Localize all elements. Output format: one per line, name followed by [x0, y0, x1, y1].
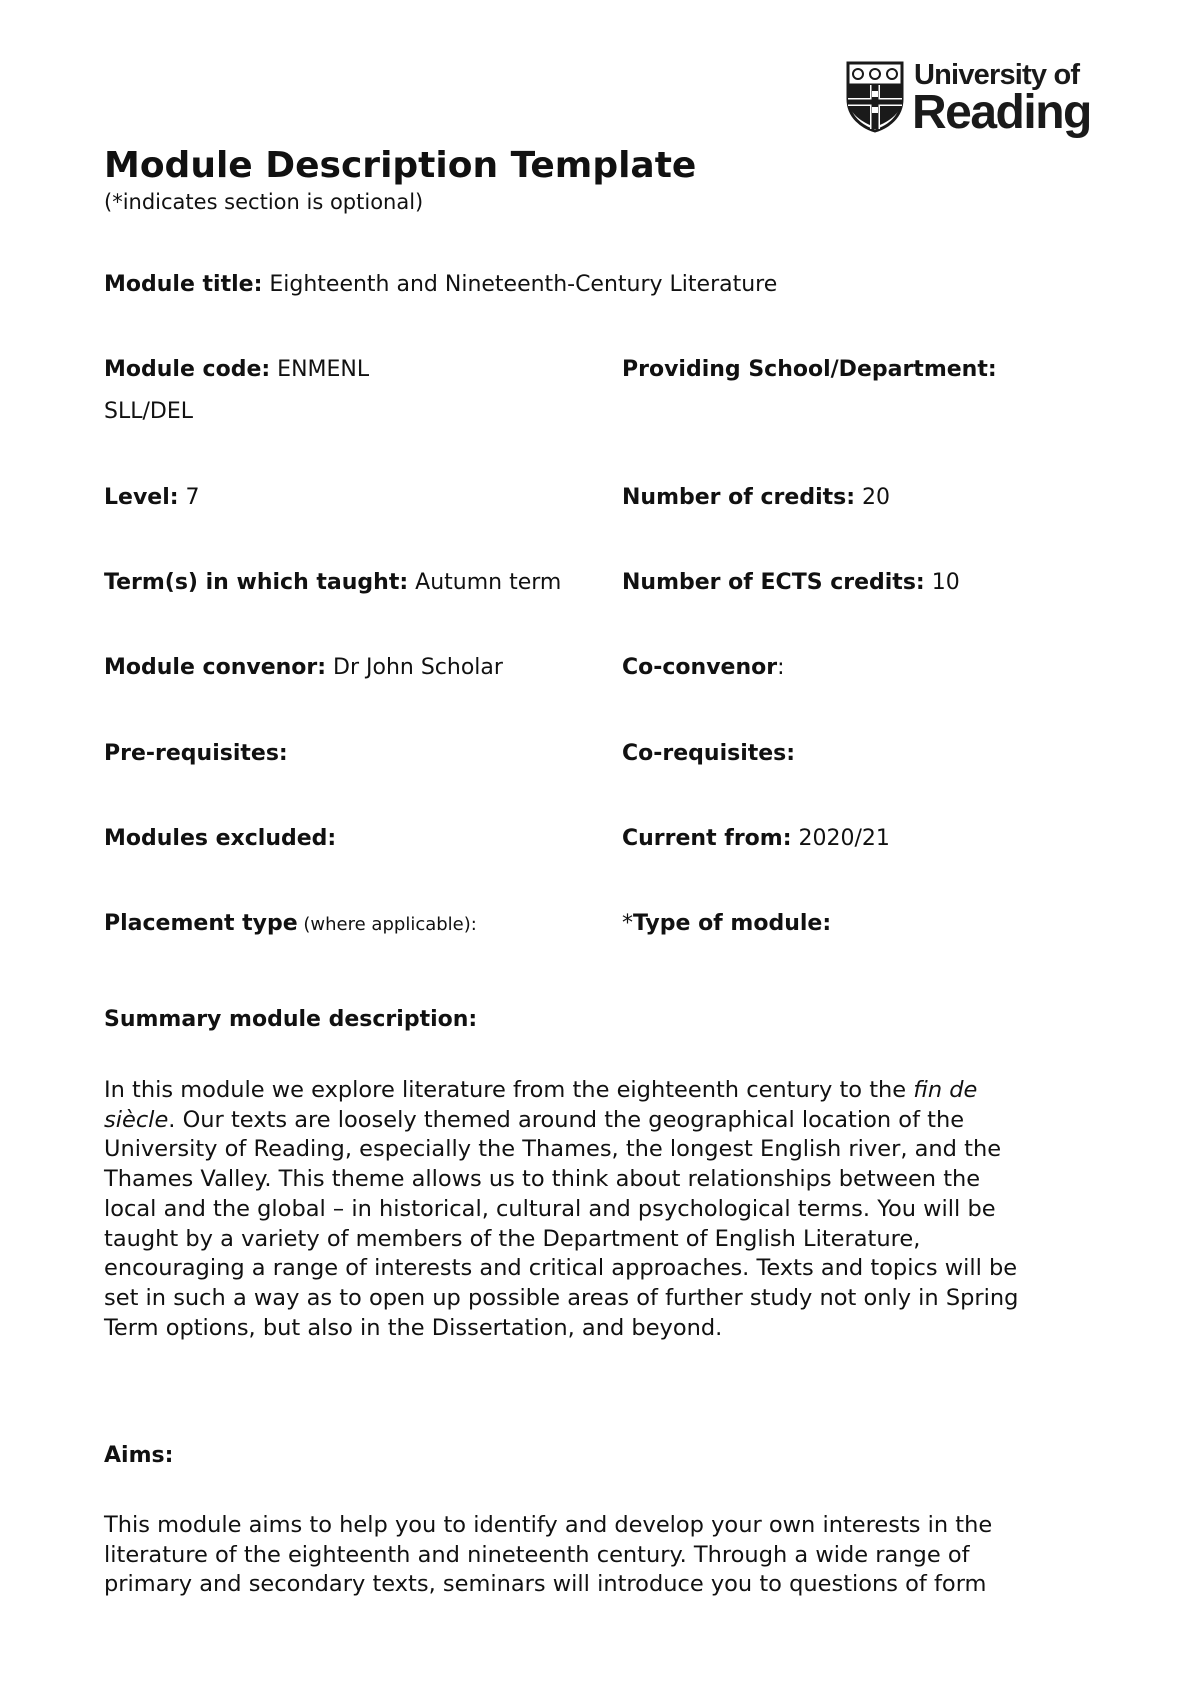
- page-subtitle: (*indicates section is optional): [104, 190, 424, 214]
- field-label: Module convenor:: [104, 655, 327, 680]
- field-providing-school: [622, 356, 997, 384]
- field-value: 2020/21: [791, 826, 890, 851]
- field-value: ENMENL: [270, 357, 370, 382]
- aims-heading: Aims:: [104, 1443, 174, 1468]
- field-note: (where applicable):: [297, 914, 477, 935]
- paragraph-line: This module aims to help you to identify and develop your own interests in the: [104, 1512, 993, 1538]
- field-module-type: [622, 910, 831, 938]
- field-label: Pre-requisites:: [104, 741, 288, 766]
- field-corequisites: [622, 740, 795, 768]
- field-label: Co-requisites:: [622, 741, 796, 766]
- field-label: Co-convenor: [622, 655, 778, 680]
- field-label: Module code:: [104, 357, 271, 382]
- field-label: Level:: [104, 485, 179, 510]
- paragraph-line: siècle. Our texts are loosely themed around the geographical location of the: [104, 1106, 965, 1133]
- paragraph-line: taught by a variety of members of the Department of English Literature,: [104, 1225, 921, 1252]
- field-label: Type of module:: [633, 911, 832, 936]
- page-title: Module Description Template: [104, 145, 697, 186]
- paragraph-line: University of Reading, especially the Thames, the longest English river, and the: [104, 1136, 1002, 1163]
- field-value: Autumn term: [408, 570, 562, 595]
- paragraph-line: encouraging a range of interests and critical approaches. Texts and topics will be: [104, 1255, 1018, 1282]
- paragraph-line: local and the global – in historical, cultural and psychological terms. You will be: [104, 1195, 996, 1222]
- field-terms: [104, 569, 561, 597]
- summary-paragraph: [104, 1076, 1104, 1343]
- field-module-title: [104, 271, 777, 299]
- field-label: Number of credits:: [622, 485, 856, 510]
- field-value: 10: [924, 570, 960, 595]
- university-logo: [846, 58, 1096, 142]
- field-providing-school-value: SLL/DEL: [104, 399, 193, 424]
- field-label: Term(s) in which taught:: [104, 570, 409, 595]
- field-modules-excluded: [104, 825, 336, 853]
- field-value: 20: [855, 485, 891, 510]
- field-label: Current from:: [622, 826, 792, 851]
- field-label: Providing School/Department:: [622, 357, 997, 382]
- field-label: Module title:: [104, 272, 263, 297]
- paragraph-line: primary and secondary texts, seminars will introduce you to questions of form: [104, 1571, 987, 1598]
- field-current-from: [622, 825, 890, 853]
- paragraph-line: Term options, but also in the Dissertation, and beyond.: [104, 1314, 723, 1341]
- field-label: Placement type: [104, 911, 298, 936]
- field-placement-type: [104, 910, 477, 939]
- field-value: :: [777, 655, 785, 680]
- field-label: Number of ECTS credits:: [622, 570, 925, 595]
- paragraph-line: literature of the eighteenth and nineteenth century. Through a wide range of: [104, 1541, 970, 1568]
- field-module-convenor: [104, 654, 503, 682]
- field-prerequisites: [104, 740, 288, 768]
- paragraph-line: In this module we explore literature from the eighteenth century to the fin de: [104, 1077, 978, 1103]
- field-module-code: [104, 356, 369, 384]
- shield-icon: [846, 61, 904, 133]
- logo-text-university-of: University of: [914, 59, 1080, 91]
- field-label: Modules excluded:: [104, 826, 337, 851]
- field-ects-credits: [622, 569, 960, 597]
- paragraph-line: set in such a way as to open up possible areas of further study not only in Spring: [104, 1284, 1019, 1311]
- field-co-convenor: [622, 654, 785, 682]
- field-value: 7: [178, 485, 200, 510]
- field-value: Dr John Scholar: [326, 655, 503, 680]
- logo-text-reading: Reading: [912, 86, 1091, 139]
- field-level: [104, 484, 200, 512]
- summary-heading: Summary module description:: [104, 1007, 478, 1032]
- field-value: Eighteenth and Nineteenth-Century Literature: [262, 272, 778, 297]
- paragraph-line: Thames Valley. This theme allows us to think about relationships between the: [104, 1166, 981, 1193]
- aims-paragraph: [104, 1511, 1104, 1600]
- optional-marker: *: [622, 911, 633, 936]
- field-credits: [622, 484, 890, 512]
